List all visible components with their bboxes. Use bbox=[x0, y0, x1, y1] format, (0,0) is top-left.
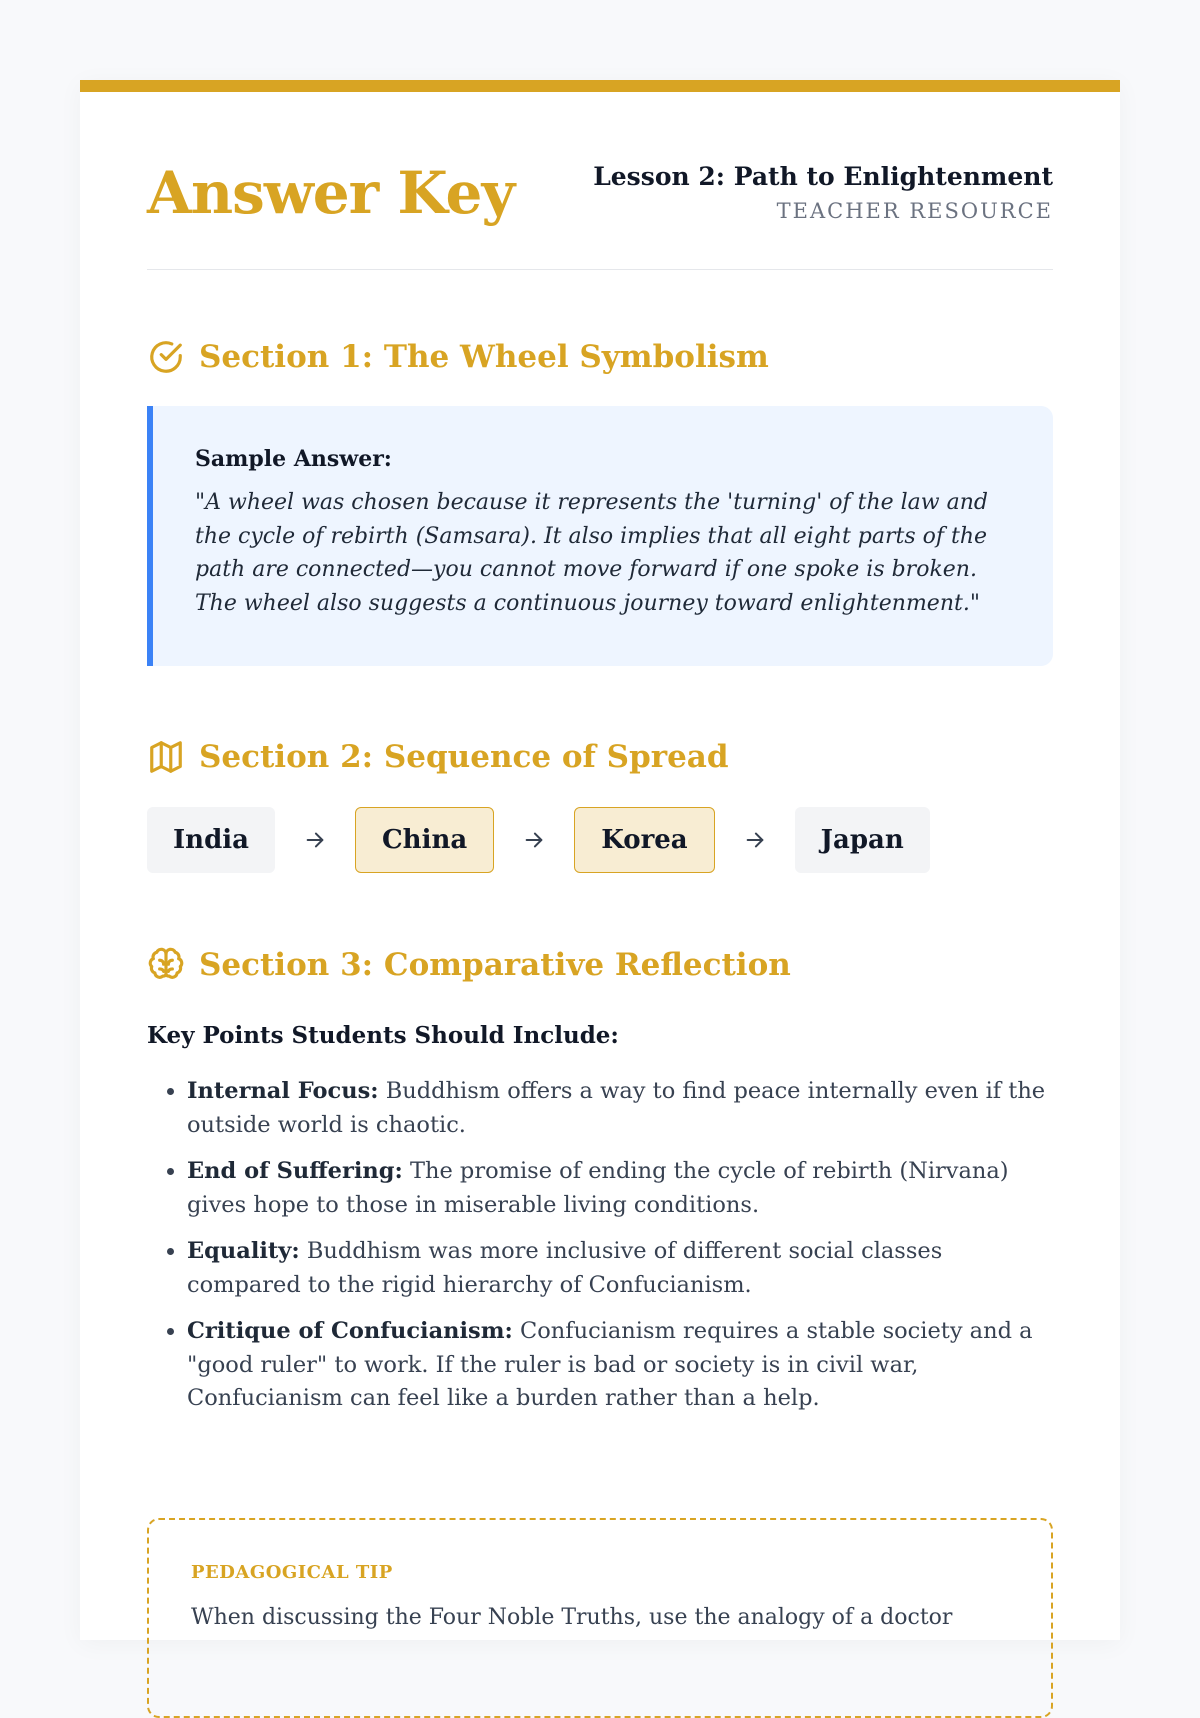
section-2-heading bbox=[147, 738, 1053, 776]
sample-answer-label: Sample Answer: bbox=[195, 446, 392, 472]
sequence-stop-india: India bbox=[147, 807, 275, 873]
sample-answer-box bbox=[147, 406, 1053, 666]
sequence-stop-china: China bbox=[355, 807, 494, 873]
sample-answer-text: "A wheel was chosen because it represents the 'turning' of the law and the cycle of rebirth (Samsara). It also implies that all eight parts of the path are connected—you cannot move forward if one spoke is broken. The wheel also suggests a continuous journey toward enlightenment." bbox=[195, 490, 988, 616]
point-text: Buddhism offers a way to find peace internally even if the outside world is chaotic. bbox=[187, 1078, 1046, 1138]
tip-label: PEDAGOGICAL TIP bbox=[191, 1562, 393, 1583]
list-item bbox=[187, 1075, 1053, 1142]
sequence-stop-korea: Korea bbox=[574, 807, 714, 873]
point-text: Buddhism was more inclusive of different social classes compared to the rigid hierarchy of Confucianism. bbox=[187, 1238, 943, 1298]
spread-sequence bbox=[147, 806, 1053, 874]
list-item bbox=[187, 1155, 1053, 1222]
brain-icon bbox=[147, 946, 185, 984]
section-2-title: Section 2: Sequence of Spread bbox=[199, 739, 729, 775]
point-text: The promise of ending the cycle of rebirth (Nirvana) gives hope to those in miserable living conditions. bbox=[187, 1158, 1009, 1218]
pedagogical-tip-box bbox=[147, 1518, 1053, 1718]
arrow-right-icon bbox=[494, 829, 574, 851]
check-circle-icon bbox=[147, 338, 185, 376]
page-title: Answer Key bbox=[147, 159, 515, 227]
point-term: End of Suffering: bbox=[187, 1158, 403, 1184]
key-points-list bbox=[147, 1075, 1053, 1416]
lesson-name: Lesson 2: Path to Enlightenment bbox=[593, 162, 1053, 191]
list-item bbox=[187, 1315, 1053, 1416]
page-header bbox=[147, 92, 1053, 270]
key-points-label: Key Points Students Should Include: bbox=[147, 1022, 619, 1049]
section-3-heading bbox=[147, 946, 1053, 984]
map-icon bbox=[147, 738, 185, 776]
section-3-title: Section 3: Comparative Reflection bbox=[199, 947, 791, 983]
point-term: Critique of Confucianism: bbox=[187, 1318, 513, 1344]
point-term: Equality: bbox=[187, 1238, 300, 1264]
sequence-stop-japan: Japan bbox=[795, 807, 930, 873]
answer-key-sheet bbox=[80, 80, 1120, 1640]
list-item bbox=[187, 1235, 1053, 1302]
lesson-subtitle: TEACHER RESOURCE bbox=[776, 199, 1053, 223]
tip-text: When discussing the Four Noble Truths, use the analogy of a doctor bbox=[191, 1605, 953, 1630]
section-1-title: Section 1: The Wheel Symbolism bbox=[199, 339, 769, 375]
arrow-right-icon bbox=[275, 829, 355, 851]
point-text: Confucianism requires a stable society and a "good ruler" to work. If the ruler is bad or society is in civil war, Confucianism can feel like a burden rather than a help. bbox=[187, 1318, 1033, 1411]
lesson-info bbox=[593, 154, 1053, 226]
arrow-right-icon bbox=[715, 829, 795, 851]
section-1-heading bbox=[147, 338, 1053, 376]
point-term: Internal Focus: bbox=[187, 1078, 379, 1104]
